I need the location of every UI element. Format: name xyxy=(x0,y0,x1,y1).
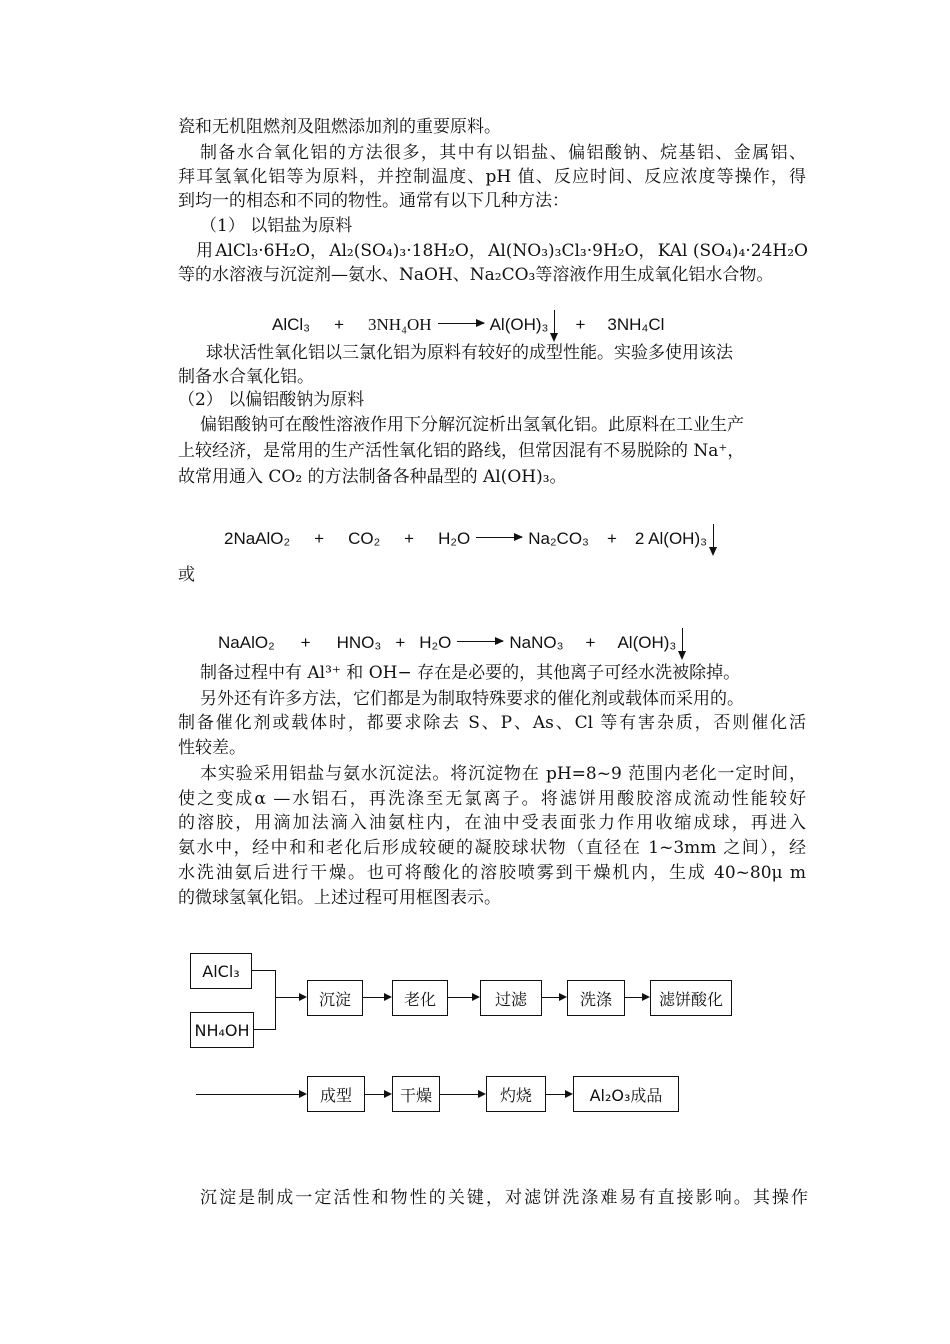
formula-alcl3: AlCl₃·6H₂O， xyxy=(215,241,327,261)
text-line: 本实验采用铝盐与氨水沉淀法。将沉淀物在 pH=8~9 范围内老化一定时间， xyxy=(200,764,806,784)
eq1-reactant-1: AlCl₃ xyxy=(272,315,311,334)
reaction-arrow-icon xyxy=(457,641,503,642)
text-line: 拜耳氢氧化铝等为原料，并控制温度、pH 值、反应时间、反应浓度等操作，得 xyxy=(178,167,806,187)
text-line: 瓷和无机阻燃剂及阻燃添加剂的重要原料。 xyxy=(178,117,501,137)
text-line: 上较经济，是常用的生产活性氧化铝的路线，但常因混有不易脱除的 Na⁺， xyxy=(178,441,745,461)
text-line: 的微球氢氧化铝。上述过程可用框图表示。 xyxy=(178,888,501,908)
equation-1 xyxy=(272,300,664,335)
arrow-head-icon xyxy=(559,993,567,1001)
flow-step: 成型 xyxy=(307,1076,365,1112)
eq2-reactant-1: 2NaAlO₂ xyxy=(224,529,291,548)
flow-step: 灼烧 xyxy=(486,1076,546,1112)
formula-line xyxy=(196,240,808,262)
eq1-reactant-2: 3NH₄OH xyxy=(368,315,432,334)
flow-step: 沉淀 xyxy=(307,980,363,1016)
text-line: 水洗油氨后进行干燥。也可将酸化的溶胶喷雾到干燥机内，生成 40~80μ m xyxy=(178,863,806,883)
arrow-head-icon xyxy=(384,993,392,1001)
flow-step: 洗涤 xyxy=(567,980,625,1016)
formula-al2so43: Al₂(SO₄)₃·18H₂O， xyxy=(329,241,486,261)
eq2-reactant-3: H₂O xyxy=(438,529,471,548)
eq3-reactant-2: HNO₃ xyxy=(336,633,382,652)
connector-line xyxy=(541,997,559,998)
text-line: 偏铝酸钠可在酸性溶液作用下分解沉淀析出氢氧化铝。此原料在工业生产 xyxy=(200,415,744,435)
eq3-reactant-3: H₂O xyxy=(419,633,452,652)
connector-line xyxy=(439,1094,478,1095)
text-line: 或 xyxy=(178,565,195,585)
eq2-reactant-2: CO₂ xyxy=(348,529,381,548)
plus-sign: + xyxy=(395,633,406,652)
plus-sign: + xyxy=(404,529,415,548)
text-line: 球状活性氧化铝以三氯化铝为原料有较好的成型性能。实验多使用该法 xyxy=(206,343,733,363)
arrow-head-icon xyxy=(299,1090,307,1098)
flow-step: Al₂O₃成品 xyxy=(573,1076,679,1112)
eq3-product-2: Al(OH)₃ xyxy=(617,633,677,652)
text-line: 另外还有许多方法，它们都是为制取特殊要求的催化剂或载体而采用的。 xyxy=(200,689,744,709)
arrow-head-icon xyxy=(299,993,307,1001)
eq2-product-2: 2 Al(OH)₃ xyxy=(634,529,708,548)
text-lead: 用 xyxy=(196,241,213,261)
arrow-head-icon xyxy=(384,1090,392,1098)
connector-line xyxy=(275,970,276,1030)
connector-line xyxy=(275,997,299,998)
plus-sign: + xyxy=(606,529,617,548)
eq1-product-2: 3NH₄Cl xyxy=(607,315,665,334)
arrow-head-icon xyxy=(642,993,650,1001)
flow-input-alcl3: AlCl₃ xyxy=(190,953,252,989)
connector-line xyxy=(362,997,384,998)
plus-sign: + xyxy=(334,315,345,334)
connector-line xyxy=(447,997,472,998)
flow-input-nh4oh: NH₄OH xyxy=(190,1012,254,1048)
text-line: 使之变成α —水铝石，再洗涤至无氯离子。将滤饼用酸胶溶成流动性能较好 xyxy=(178,789,806,809)
connector-line xyxy=(364,1094,384,1095)
arrow-head-icon xyxy=(472,993,480,1001)
precipitate-arrow-icon xyxy=(713,524,714,554)
plus-sign: + xyxy=(300,633,311,652)
text-line: 的溶胶，用滴加法滴入油氨柱内，在油中受表面张力作用收缩成球，再进入 xyxy=(178,813,806,833)
connector-line xyxy=(545,1094,565,1095)
equation-2 xyxy=(224,514,714,549)
flow-step: 过滤 xyxy=(480,980,542,1016)
plus-sign: + xyxy=(575,315,586,334)
eq3-reactant-1: NaAlO₂ xyxy=(218,633,275,652)
formula-kal: KAl (SO₄)₄·24H₂O xyxy=(657,241,808,261)
section-heading: （1） 以铝盐为原料 xyxy=(200,216,353,236)
plus-sign: + xyxy=(314,529,325,548)
connector-line xyxy=(251,970,275,971)
plus-sign: + xyxy=(585,633,596,652)
connector-line xyxy=(196,1094,299,1095)
equation-3 xyxy=(218,618,683,653)
eq1-product-1: Al(OH)₃ xyxy=(489,315,549,334)
text-line: 等的水溶液与沉淀剂—氨水、NaOH、Na₂CO₃等溶液作用生成氧化铝水合物。 xyxy=(178,265,774,285)
formula-alno3: Al(NO₃)₃Cl₃·9H₂O， xyxy=(488,241,656,261)
flow-step: 老化 xyxy=(392,980,448,1016)
reaction-arrow-icon xyxy=(476,537,522,538)
section-heading: （2） 以偏铝酸钠为原料 xyxy=(178,390,365,410)
arrow-head-icon xyxy=(478,1090,486,1098)
connector-line xyxy=(624,997,642,998)
eq3-product-1: NaNO₃ xyxy=(509,633,564,652)
text-line: 氨水中，经中和和老化后形成较硬的凝胶球状物（直径在 1~3mm 之间），经 xyxy=(178,838,806,858)
text-line: 制备水合氧化铝。 xyxy=(178,367,314,387)
flow-step: 干燥 xyxy=(392,1076,440,1112)
text-line: 制备催化剂或载体时，都要求除去 S、P、As、Cl 等有害杂质，否则催化活 xyxy=(178,713,806,733)
precipitate-arrow-icon xyxy=(682,628,683,658)
reaction-arrow-icon xyxy=(438,323,484,324)
arrow-head-icon xyxy=(565,1090,573,1098)
flow-step: 滤饼酸化 xyxy=(650,980,732,1016)
text-line: 故常用通入 CO₂ 的方法制备各种晶型的 Al(OH)₃。 xyxy=(178,467,567,487)
eq2-product-1: Na₂CO₃ xyxy=(528,529,589,548)
text-line: 制备过程中有 Al³⁺ 和 OH− 存在是必要的，其他离子可经水洗被除掉。 xyxy=(200,663,741,683)
connector-line xyxy=(253,1029,275,1030)
text-line: 到均一的相态和不同的物性。通常有以下几种方法： xyxy=(178,191,569,211)
text-line: 沉淀是制成一定活性和物性的关键，对滤饼洗涤难易有直接影响。其操作 xyxy=(200,1188,808,1208)
text-line: 制备水合氧化铝的方法很多，其中有以铝盐、偏铝酸钠、烷基铝、金属铝、 xyxy=(200,143,806,163)
text-line: 性较差。 xyxy=(178,738,246,758)
precipitate-arrow-icon xyxy=(554,310,555,340)
